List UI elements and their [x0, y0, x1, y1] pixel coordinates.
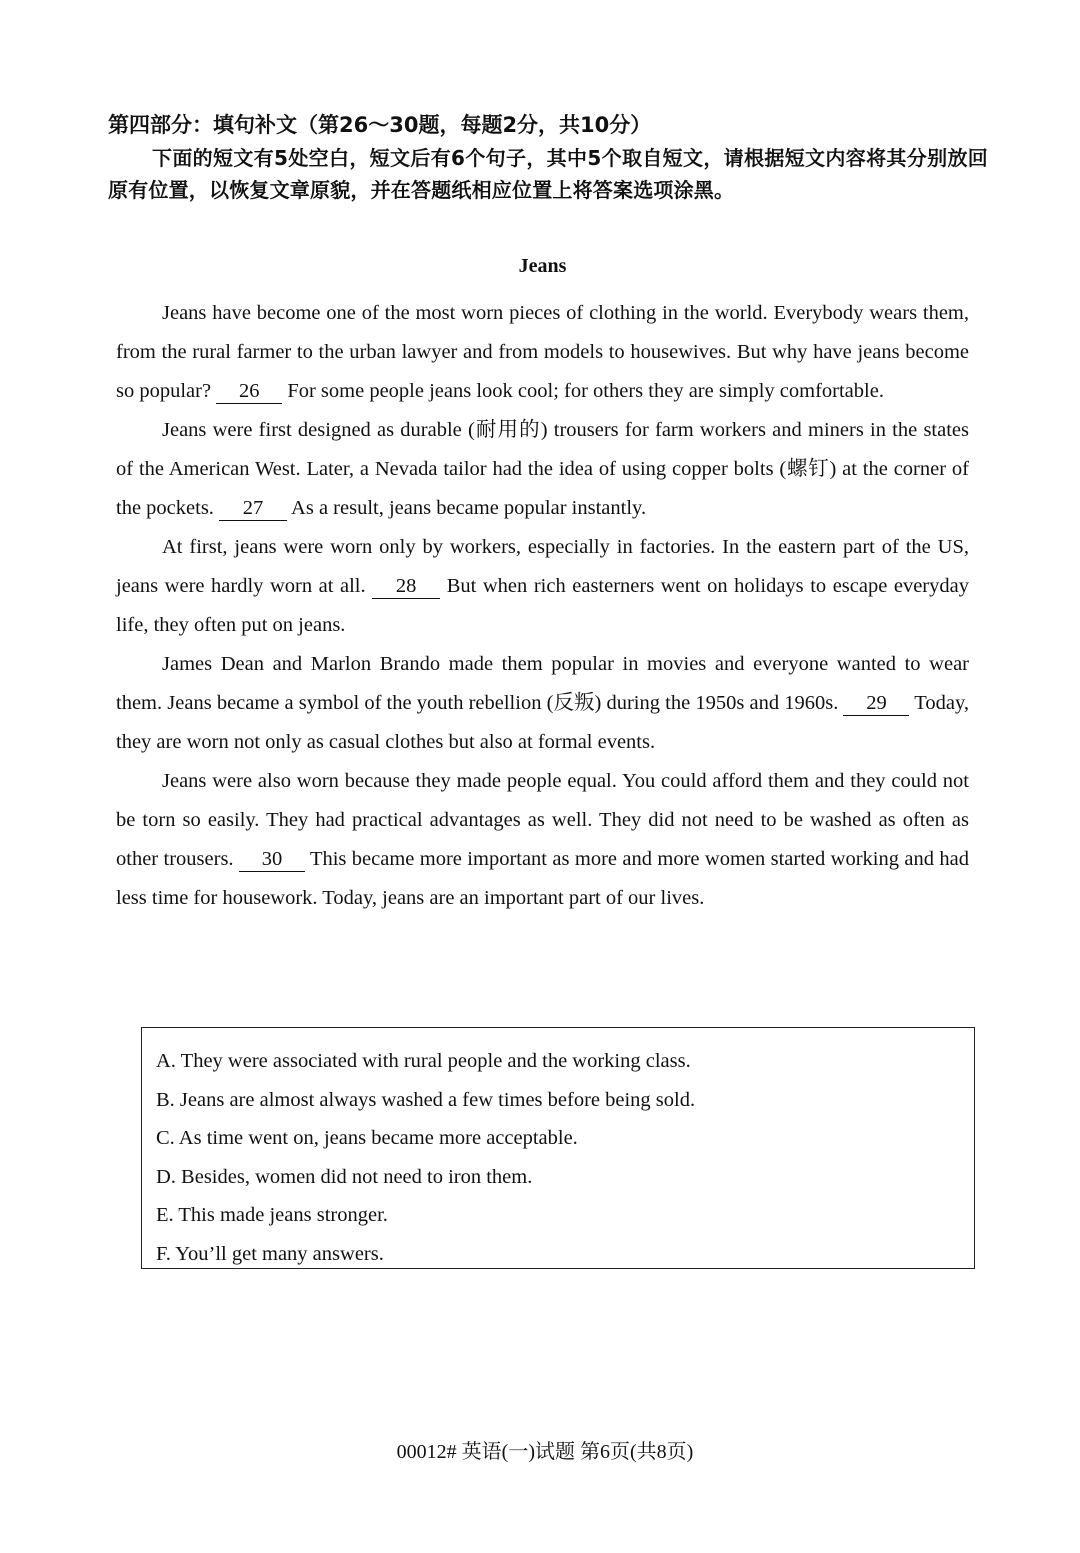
passage-text: Jeans were also worn because they made people equal. You could afford them and they could not be torn so easily. They had practical advantages as well. They did not need to be washed as often as other trousers. [116, 770, 969, 870]
passage-text: At first, jeans were worn only by workers, especially in factories. In the eastern part of the US, jeans were hardly worn at all. [116, 536, 969, 597]
passage-title: Jeans [518, 255, 567, 277]
passage-text: James Dean and Marlon Brando made them popular in movies and everyone wanted to wear them. Jeans became a symbol of the youth rebellion (反叛) during the 1950s and 1960s. [116, 653, 969, 714]
passage-text: Jeans have become one of the most worn pieces of clothing in the world. Everybody wears them, from the rural farmer to the urban lawyer and from models to housewives. But why have jeans become so popular? [116, 302, 969, 402]
passage-paragraph [116, 762, 969, 918]
passage-paragraph [116, 645, 969, 762]
passage-text: As a result, jeans became popular instantly. [287, 497, 647, 519]
passage-paragraph [116, 528, 969, 645]
answer-blank-28: 28 [372, 574, 440, 599]
answer-blank-30: 30 [239, 847, 305, 872]
option-d: D. Besides, women did not need to iron them. [156, 1165, 533, 1188]
passage-paragraph [116, 411, 969, 528]
page-footer: 00012# 英语(一)试题 第6页(共8页) [396, 1441, 694, 1463]
passage-paragraph [116, 294, 969, 411]
answer-blank-26: 26 [216, 379, 282, 404]
section-heading: 第四部分：填句补文（第26～30题，每题2分，共10分） [108, 113, 652, 137]
passage-text: But when rich easterners went on holidays to escape everyday life, they often put on jeans. [116, 575, 969, 636]
passage-text: Jeans were first designed as durable (耐用的) trousers for farm workers and miners in the states of the American West. Later, a Nevada tailor had the idea of using copper bolts (螺钉) at the corner of the pockets. [116, 419, 969, 519]
passage-text: This became more important as more and more women started working and had less time for housework. Today, jeans are an important part of our lives. [116, 848, 969, 909]
options-box [141, 1027, 975, 1269]
option-b: B. Jeans are almost always washed a few times before being sold. [156, 1088, 696, 1111]
passage-body [116, 294, 969, 918]
answer-blank-29: 29 [843, 691, 909, 716]
option-a: A. They were associated with rural people and the working class. [156, 1050, 691, 1072]
answer-blank-27: 27 [219, 496, 287, 521]
option-f: F. You’ll get many answers. [156, 1242, 384, 1265]
passage-text: Today, they are worn not only as casual clothes but also at formal events. [116, 692, 969, 753]
instructions: 下面的短文有5处空白，短文后有6个句子，其中5个取自短文，请根据短文内容将其分别放回原有位置，以恢复文章原貌，并在答题纸相应位置上将答案选项涂黑。 [108, 146, 988, 202]
option-c: C. As time went on, jeans became more acceptable. [156, 1127, 578, 1150]
option-e: E. This made jeans stronger. [156, 1204, 388, 1227]
passage-text: For some people jeans look cool; for others they are simply comfortable. [282, 380, 884, 402]
